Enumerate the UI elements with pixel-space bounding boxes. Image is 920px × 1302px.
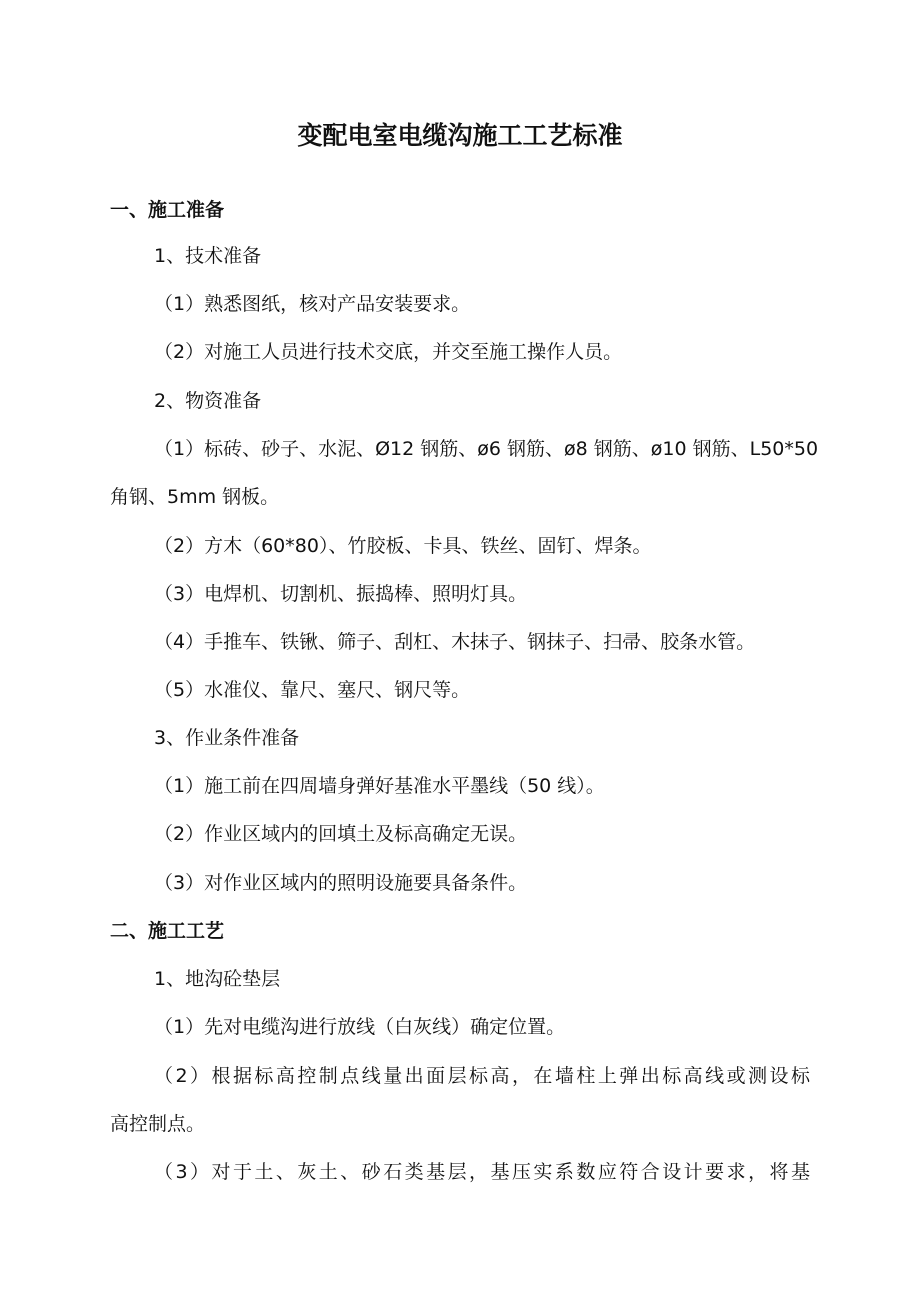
subheading-trench-cushion: 1、地沟砼垫层 bbox=[154, 968, 281, 990]
paragraph: （1）标砖、砂子、水泥、Ø12 钢筋、ø6 钢筋、ø8 钢筋、ø10 钢筋、L50*50 bbox=[154, 438, 819, 460]
paragraph-continuation: 角钢、5mm 钢板。 bbox=[110, 486, 280, 508]
subheading-work-conditions: 3、作业条件准备 bbox=[154, 727, 300, 749]
paragraph: （1）先对电缆沟进行放线（白灰线）确定位置。 bbox=[154, 1016, 566, 1038]
paragraph: （1）施工前在四周墙身弹好基准水平墨线（50 线）。 bbox=[154, 775, 605, 797]
paragraph: （2）作业区域内的回填土及标高确定无误。 bbox=[154, 823, 528, 845]
paragraph: （2）对施工人员进行技术交底，并交至施工操作人员。 bbox=[154, 341, 623, 363]
section-heading-preparation: 一、施工准备 bbox=[110, 199, 225, 221]
paragraph: （1）熟悉图纸，核对产品安装要求。 bbox=[154, 293, 471, 315]
paragraph: （2）根据标高控制点线量出面层标高，在墙柱上弹出标高线或测设标 bbox=[154, 1065, 810, 1087]
paragraph-continuation: 高控制点。 bbox=[110, 1113, 206, 1135]
paragraph: （4）手推车、铁锹、筛子、刮杠、木抹子、钢抹子、扫帚、胶条水管。 bbox=[154, 631, 756, 653]
paragraph: （3）对作业区域内的照明设施要具备条件。 bbox=[154, 872, 528, 894]
document-title: 变配电室电缆沟施工工艺标准 bbox=[297, 121, 623, 150]
paragraph: （5）水准仪、靠尺、塞尺、钢尺等。 bbox=[154, 679, 471, 701]
section-heading-process: 二、施工工艺 bbox=[110, 920, 225, 942]
subheading-material-preparation: 2、物资准备 bbox=[154, 390, 262, 412]
subheading-technical-preparation: 1、技术准备 bbox=[154, 245, 262, 267]
paragraph: （2）方木（60*80）、竹胶板、卡具、铁丝、固钉、焊条。 bbox=[154, 535, 652, 557]
paragraph: （3）电焊机、切割机、振捣棒、照明灯具。 bbox=[154, 583, 528, 605]
paragraph: （3）对于土、灰土、砂石类基层，基压实系数应符合设计要求，将基 bbox=[154, 1161, 810, 1183]
